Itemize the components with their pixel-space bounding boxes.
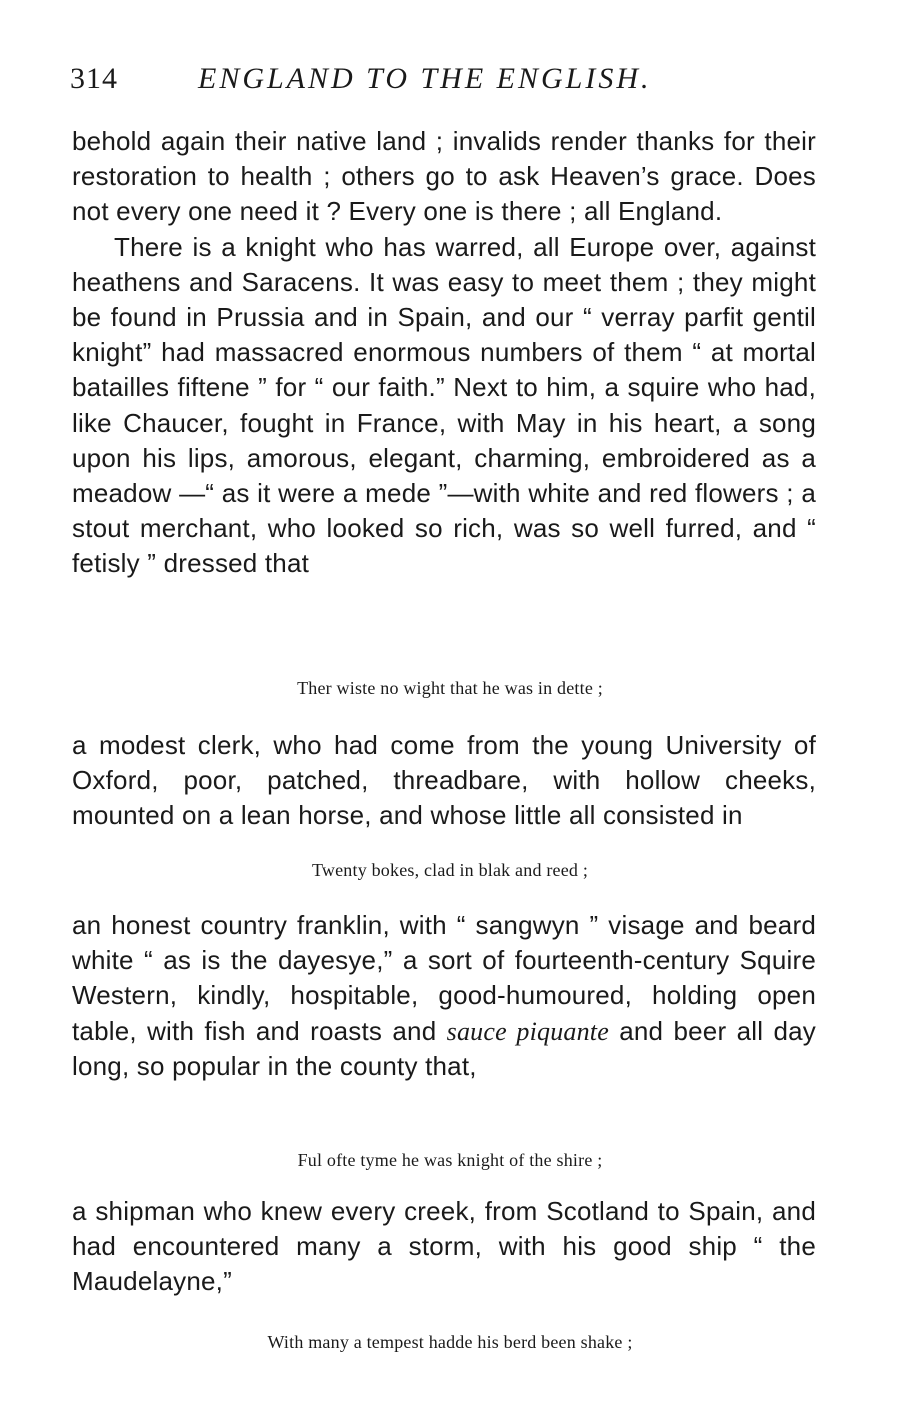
verse-quote-clerk: Twenty bokes, clad in blak and reed ; (311, 860, 589, 880)
paragraph-shipman: a shipman who knew every creek, from Scotland to Spain, and had encountered many a storm, with his good ship “ the Maudelayne,” (72, 1196, 816, 1297)
paragraph-continuation: behold again their native land ; invalids render thanks for their restoration to health ; others go to ask Heaven’s grace. Does not every one need it ? Every one is there ; all England. (72, 126, 816, 227)
running-head (70, 62, 830, 102)
franklin-text-a: an honest country franklin, with “ sangwyn ” visage and beard white “ as is the dayesye,” a sort of fourteenth-century Squire Western, kindly, hospitable, good-humoured, holding open table, with fish and roasts and (72, 910, 816, 1046)
running-title: ENGLAND TO THE ENGLISH. (198, 62, 652, 95)
paragraph-clerk: a modest clerk, who had come from the young University of Oxford, poor, patched, threadbare, with hollow cheeks, mounted on a lean horse, and whose little all consisted in (72, 730, 816, 831)
text-section-2 (72, 728, 816, 834)
paragraph-knight: There is a knight who has warred, all Europe over, against heathens and Saracens. It was easy to meet them ; they might be found in Prussia and in Spain, and our “ verray parfit gentil knight” had massacred enormous numbers of them “ at mortal batailles fiftene ” for “ our faith.” Next to him, a squire who had, like Chaucer, fought in France, with May in his heart, a song upon his lips, amorous, elegant, charming, embroidered as a meadow —“ as it were a mede ”—with white and red flowers ; a stout merchant, who looked so rich, was so well furred, and “ fetisly ” dressed that (72, 231, 816, 579)
verse-quote-merchant: Ther wiste no wight that he was in dette ; (297, 678, 603, 698)
text-section-3 (72, 908, 816, 1084)
verse-quote-shipman: With many a tempest hadde his berd been shake ; (267, 1332, 633, 1352)
text-section-4 (72, 1194, 816, 1300)
page-number: 314 (70, 62, 118, 95)
paragraph-franklin (72, 908, 816, 1084)
franklin-text-b: and beer all day long, so popular in the county that, (72, 1015, 816, 1081)
verse-quote-franklin: Ful ofte tyme he was knight of the shire ; (297, 1150, 603, 1170)
franklin-italic-phrase: sauce piquante (446, 1016, 609, 1046)
text-section-1 (72, 124, 816, 582)
